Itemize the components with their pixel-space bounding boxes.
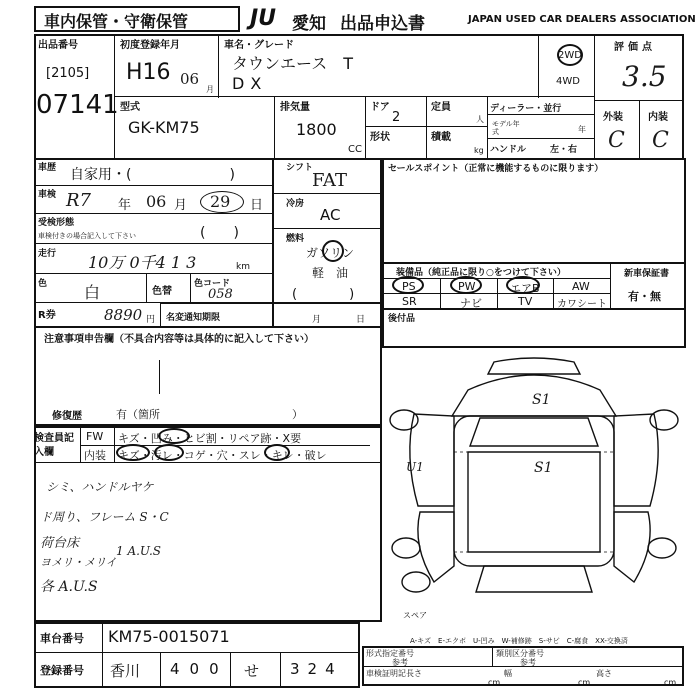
size-label: 車検証明記: [366, 669, 406, 678]
drive-4wd: 4WD: [556, 76, 580, 87]
equipment-ps: PS: [402, 280, 416, 293]
color-label: 色: [38, 279, 48, 289]
shift-value: FAT: [312, 170, 347, 191]
fuel-oil: 軽 油: [312, 266, 349, 280]
model-grade: DX: [232, 74, 268, 93]
registration-era-year: H16: [126, 60, 171, 85]
interior-label: 内装: [648, 112, 668, 123]
receipt-label: 受検形態: [38, 218, 75, 228]
dealer-label: ディーラー・並行: [490, 104, 562, 114]
recycle-label: R券: [38, 310, 56, 321]
warranty-label: 新車保証書: [624, 269, 670, 279]
drive-2wd: 2WD: [558, 50, 582, 61]
cc-unit: CC: [348, 144, 362, 155]
damage-legend: A-キズ E-エクボ U-凹み W-補修跡 S-サビ C-腐食 XX-交換済: [410, 637, 628, 645]
inspector-note-2: ド周り、フレーム S・C: [40, 510, 169, 524]
front-right-wheel: [650, 410, 678, 430]
equipment-sr: SR: [402, 295, 417, 308]
displacement-label: 排気量: [280, 102, 310, 113]
repair-label: 修復歴: [52, 411, 82, 422]
category-note: 参考: [520, 658, 536, 667]
right-rear-outline: [614, 512, 650, 582]
color-value: 白: [84, 283, 101, 302]
interior-check-label: 内装: [84, 449, 106, 462]
inspector-note-1: シミ、ハンドルヤケ: [46, 480, 154, 494]
type-value: GK-KM75: [128, 118, 200, 137]
right-door-outline: [614, 414, 658, 506]
recycle-value: 8890: [104, 306, 143, 324]
receipt-note: 車検付きの場合記入して下さい: [38, 232, 136, 240]
height-unit: cm: [664, 678, 677, 687]
lot-number: 07141: [36, 90, 119, 120]
width-unit: cm: [578, 678, 591, 687]
lot-sub-number: [2105]: [46, 66, 90, 81]
color-change-label: 色替: [152, 286, 172, 297]
model-name: タウンエース T: [232, 54, 353, 73]
ac-value: AC: [320, 206, 341, 224]
repair-value: 有（箇所 ）: [116, 408, 303, 421]
chassis-label: 車台番号: [40, 632, 84, 645]
interior-grade: C: [652, 128, 669, 153]
shaken-label: 車検: [38, 190, 57, 200]
equipment-airbag: エアB: [510, 282, 540, 295]
evaluation-score: 3.5: [622, 60, 667, 93]
color-code-value: 058: [208, 287, 233, 302]
front-left-wheel: [390, 410, 418, 430]
fuel-gas: ガソリン: [306, 246, 355, 260]
kg-unit: kg: [474, 146, 484, 155]
equipment-tv: TV: [518, 295, 533, 308]
height-label: 高さ: [596, 669, 612, 678]
inspector-label: 検査員記入欄: [34, 433, 74, 458]
plate-label: 登録番号: [40, 664, 84, 677]
mileage-value: 10万 0千4 1 3: [88, 253, 197, 272]
model-label: 車名・グレード: [224, 40, 294, 51]
fw-label: FW: [86, 430, 104, 443]
fw-items: キズ・凹み・ヒビ割・リペア跡・X要: [118, 432, 302, 445]
form-title: 出品申込書: [340, 14, 425, 34]
loading-label: 積載: [431, 132, 451, 143]
doors-label: ドア: [370, 102, 390, 113]
later-install-block: [382, 308, 686, 348]
equipment-navi: ナビ: [460, 297, 482, 310]
registration-month: 06: [180, 70, 200, 88]
body-outline: [454, 416, 614, 566]
plate-kana: せ: [244, 662, 260, 680]
auction-sheet: 車内保管・守衛保管 JU 愛知 出品申込書 JAPAN USED CAR DEALERS ASSOCIATION 出品番号 [2105] 07141 初度登録年月 H16 06 月 車名・グレード タウンエース T DX 2WD 4WD 評価点 3.5 外装 内装 C C 型式 GK-KM75 排気量 1800 CC ドア 2 形状 定員 人 積載 kg ディーラー・並行 モデル年式 年 ハンドル 左・右 車歴 自家用・( ) 車検 R7 年 06 月 29 日 受検形態 車検付きの場合記入して下さい ( ) 走行 10万 0千4 1 3 km 色 白 色替 色コード 058 R券 8890 円 名変通知期限 月 日 シフト FAT 冷房 AC 燃料 ガソリン 軽 油 ( ) セールスポイント（正常に機能するものに限ります） 装備品（純正品に限り○をつけて下さい） PS PW エアB AW SR ナビ TV カワシート 新車保証書 有・無 注意事項申告欄（不具合内容等は具体的に記入して下さい） 修復歴 有（箇所 ） 後付品 検査員記入欄 FW キズ・凹み・ヒビ割・リペア跡・X要 内装 キズ・汚レ・コゲ・穴・スレ・キレ・破レ シミ、ハンドルヤケ ド周り、フレーム S・C 荷台床 ヨメリ・メリイ 1 A.U.S 各 A.U.S S1 U1 S1 スペア A-キズ E-エクボ U-凹み W-補修跡 S-サビ C-腐食 XX-交換済 形式指定番号 参考 類別区分番号 参考 車検証明記 長さ cm 幅 cm 高さ cm 車台番号 KM75-0015071 登録番号 香川 400 せ 324: [34, 6, 696, 687]
doors-value: 2: [392, 110, 401, 125]
designation-note: 参考: [392, 658, 408, 667]
handle-label: ハンドル: [490, 145, 527, 155]
rear-right-wheel: [648, 538, 676, 558]
shift-label: シフト: [286, 163, 314, 173]
shaken-day: 29: [210, 192, 231, 211]
association-name: JAPAN USED CAR DEALERS ASSOCIATION: [468, 14, 696, 25]
ju-logo: JU: [250, 6, 277, 31]
notice-label: 注意事項申告欄（不具合内容等は具体的に記入して下さい）: [44, 334, 314, 345]
fuel-label: 燃料: [286, 234, 305, 244]
spare-tire: [402, 572, 430, 592]
yen-unit: 円: [146, 315, 156, 325]
designation-label: 形式指定番号: [366, 649, 414, 658]
shaken-day-unit: 日: [250, 198, 264, 213]
front-bumper: [488, 358, 580, 374]
persons-unit: 人: [476, 115, 484, 124]
equipment-leather: カワシート: [557, 299, 607, 310]
registration-label: 初度登録年月: [120, 40, 180, 51]
plate-class: 400: [170, 660, 229, 678]
equipment-pw: PW: [458, 280, 476, 293]
mileage-label: 走行: [38, 249, 57, 259]
evaluation-label: 評価点: [614, 42, 656, 53]
sales-point-label: セールスポイント（正常に機能するものに限ります）: [388, 164, 604, 174]
org-name: 愛知: [292, 14, 326, 34]
windshield-outline: [470, 418, 598, 446]
year-unit: 年: [578, 125, 586, 134]
km-unit: km: [236, 262, 250, 272]
registration-month-unit: 月: [206, 85, 214, 94]
model-year-label: モデル年式: [492, 120, 520, 136]
inspector-note-3: 荷台床: [40, 536, 80, 551]
warranty-options: 有・無: [628, 290, 661, 303]
lot-number-label: 出品番号: [38, 40, 78, 51]
top-info-grid: [34, 34, 684, 160]
length-label: 長さ: [406, 669, 422, 678]
inspector-note-4: ヨメリ・メリイ: [40, 556, 117, 569]
rear-left-wheel: [392, 538, 420, 558]
damage-mark-roof: S1: [532, 392, 551, 408]
left-rear-outline: [418, 512, 454, 582]
exterior-label: 外装: [603, 112, 623, 123]
spare-label: スペア: [403, 611, 427, 620]
name-change-month: 月: [312, 315, 322, 325]
inspector-note-5: 各 A.U.S: [40, 579, 98, 595]
shaken-year-unit: 年: [118, 198, 132, 213]
name-change-day: 日: [356, 315, 366, 325]
displacement-value: 1800: [296, 120, 337, 139]
length-unit: cm: [488, 678, 501, 687]
history-label: 車歴: [38, 163, 57, 173]
exterior-grade: C: [608, 128, 625, 153]
interior-check-items: キズ・汚レ・コゲ・穴・スレ・キレ・破レ: [118, 449, 327, 462]
equipment-label: 装備品（純正品に限り○をつけて下さい）: [396, 268, 566, 278]
shaken-month-unit: 月: [174, 198, 188, 213]
shaken-month: 06: [146, 192, 167, 211]
storage-note: 車内保管・守衛保管: [44, 12, 189, 31]
handle-options: 左・右: [550, 145, 578, 155]
name-change-label: 名変通知期限: [166, 313, 221, 323]
shaken-year: R7: [66, 190, 92, 211]
plate-region: 香川: [110, 662, 141, 680]
category-label: 類別区分番号: [496, 649, 544, 658]
tailgate-outline: [476, 566, 592, 592]
later-install-label: 後付品: [388, 314, 416, 324]
damage-mark-left: U1: [406, 460, 424, 474]
damage-mark-bed: S1: [534, 460, 553, 476]
shape-label: 形状: [370, 132, 390, 143]
chassis-number: KM75-0015071: [108, 627, 230, 646]
type-label: 型式: [120, 102, 140, 113]
color-code-label: 色コード: [194, 279, 231, 289]
history-value: 自家用・( ): [70, 167, 235, 183]
width-label: 幅: [504, 669, 512, 678]
plate-number: 324: [290, 660, 343, 678]
capacity-label: 定員: [431, 102, 451, 113]
equipment-aw: AW: [572, 280, 590, 293]
ac-label: 冷房: [286, 199, 305, 209]
inspector-side-note: 1 A.U.S: [116, 544, 161, 558]
